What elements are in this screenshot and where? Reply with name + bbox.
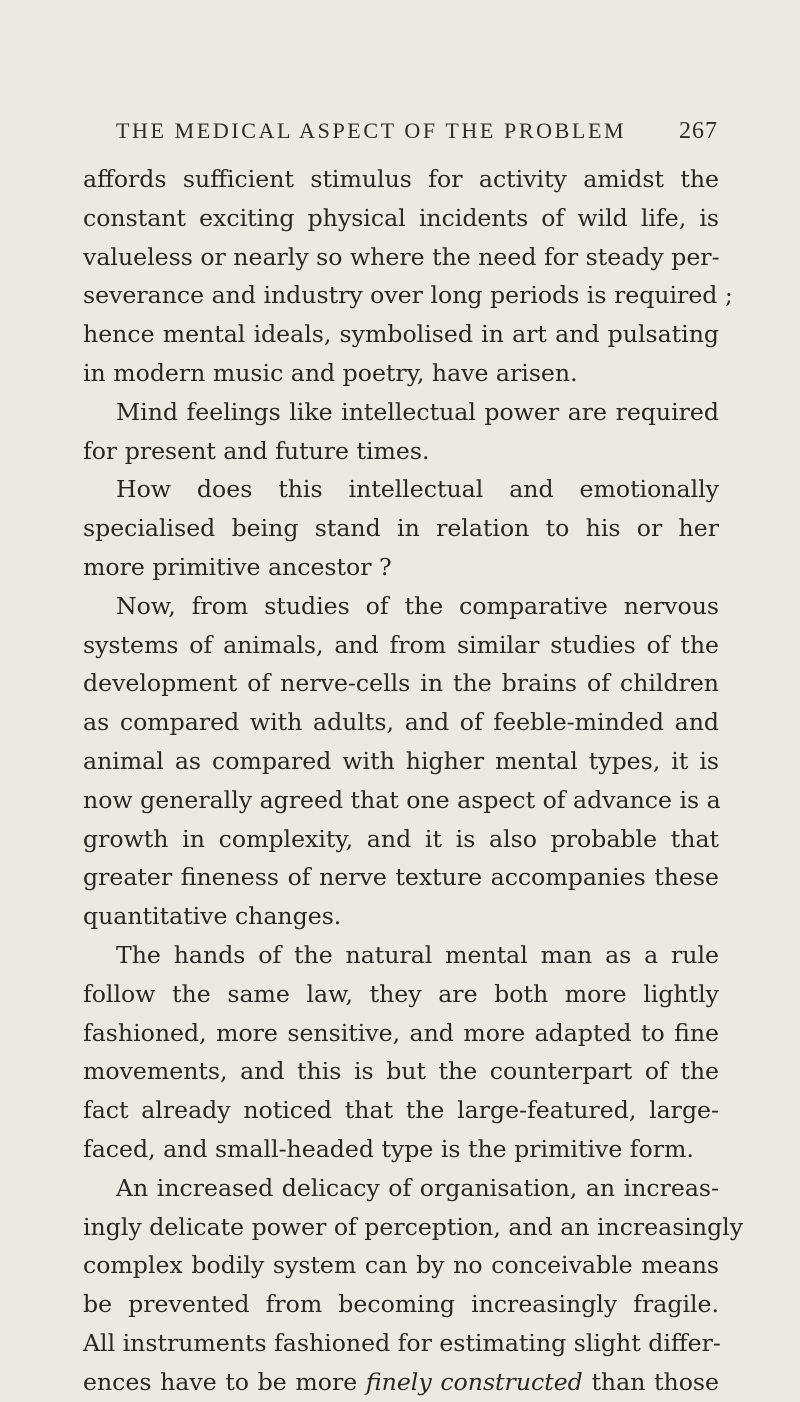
text-line: Now, from studies of the comparative nervous: [116, 591, 719, 620]
italic-phrase: finely constructed: [365, 1367, 583, 1396]
text-line: as compared with adults, and of feeble-minded and: [83, 708, 719, 737]
text-line: in modern music and poetry, have arisen.: [83, 358, 578, 387]
body-text: [83, 160, 744, 1402]
text-line: specialised being stand in relation to his or her: [83, 514, 719, 543]
text-line: fashioned, more sensitive, and more adapted to fine: [83, 1018, 719, 1047]
text-line: ingly delicate power of perception, and an increasingly: [83, 1212, 744, 1241]
text-line: quantitative changes.: [83, 902, 342, 931]
page-number: 267: [679, 118, 718, 144]
text-line: be prevented from becoming increasingly fragile.: [83, 1290, 719, 1319]
text-line: The hands of the natural mental man as a rule: [116, 940, 719, 969]
text-line: faced, and small-headed type is the primitive form.: [83, 1134, 694, 1163]
running-title: THE MEDICAL ASPECT OF THE PROBLEM: [116, 118, 627, 143]
text-line: valueless or nearly so where the need for steady per-: [83, 242, 720, 271]
text-line: growth in complexity, and it is also probable that: [83, 824, 719, 853]
text-line: greater fineness of nerve texture accompanies these: [83, 863, 719, 892]
text-line: complex bodily system can by no conceivable means: [83, 1251, 719, 1280]
text-segment: than those: [591, 1367, 720, 1396]
text-line: fact already noticed that the large-featured, large-: [83, 1096, 719, 1125]
text-line: for present and future times.: [83, 436, 430, 465]
running-head: [116, 118, 718, 145]
text-line: Mind feelings like intellectual power are required: [116, 397, 719, 426]
text-line: All instruments fashioned for estimating slight differ-: [83, 1328, 721, 1357]
text-line: follow the same law, they are both more lightly: [83, 979, 719, 1008]
text-line: How does this intellectual and emotionally: [116, 475, 719, 504]
text-line: more primitive ancestor ?: [83, 552, 392, 581]
text-line: systems of animals, and from similar studies of the: [83, 630, 719, 659]
text-line: severance and industry over long periods is required ;: [83, 281, 733, 310]
text-line: hence mental ideals, symbolised in art and pulsating: [83, 320, 719, 349]
text-segment: ences have to be more: [83, 1367, 358, 1396]
text-line: An increased delicacy of organisation, an increas-: [116, 1173, 719, 1202]
text-line: animal as compared with higher mental types, it is: [83, 746, 719, 775]
text-line: constant exciting physical incidents of wild life, is: [83, 203, 719, 232]
text-line-final: [83, 1363, 719, 1402]
text-line: development of nerve-cells in the brains of children: [83, 669, 719, 698]
text-line: affords sufficient stimulus for activity amidst the: [83, 165, 719, 193]
text-line: now generally agreed that one aspect of advance is a: [83, 785, 721, 814]
text-line: movements, and this is but the counterpart of the: [83, 1057, 719, 1086]
